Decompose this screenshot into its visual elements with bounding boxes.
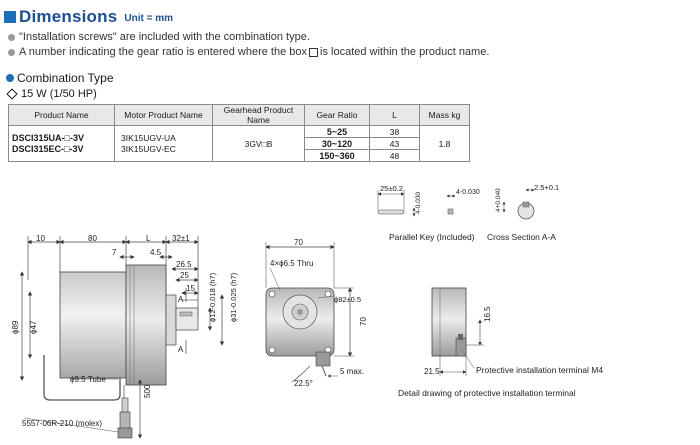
thru-holes-label: 4×ϕ6.5 Thru [270,259,314,268]
product-name-2: DSCI315EC-□-3V [12,143,84,154]
dim-7: 7 [112,248,117,257]
th-product: Product Name [9,105,115,126]
ratio-cell: 150~360 [305,150,370,162]
dim-16-5: 16.5 [483,306,492,322]
key-height: 4-0.030 [415,191,422,214]
dim-phi82: ϕ82±0.5 [334,295,362,304]
dim-10: 10 [36,234,45,243]
dim-32: 32±1 [172,234,190,243]
dim-phi12: ϕ12-0.018 (h7) [208,272,217,322]
page-title: Dimensions [19,7,118,26]
dim-phi47: ϕ47 [29,320,38,334]
note-text-1: "Installation screws" are included with the combination type. [19,31,310,43]
l-cell: 38 [370,126,420,138]
dim-phi89: ϕ89 [11,320,20,334]
l-cell: 43 [370,138,420,150]
section-groove: 2.5+0.1 [534,183,560,192]
tube-label: ϕ9.5 Tube [70,375,106,384]
key-length: 25±0.2 [380,184,403,193]
dim-l: L [146,234,151,243]
unit-label: Unit = mm [124,13,173,24]
ratio-cell: 30~120 [305,138,370,150]
parallel-key-label: Parallel Key (Included) [389,232,475,242]
motor-body [44,265,198,438]
angle-label: 22.5° [294,379,313,388]
dim-15: 15 [186,284,195,293]
cross-section-label: Cross Section A-A [487,232,556,242]
dim-70-side: 70 [359,317,368,326]
product-name-1: DSCI315UA-□-3V [12,132,84,143]
gearhead-cell: 3GV□B [213,126,305,162]
mass-cell: 1.8 [420,126,470,162]
max5-label: 5 max. [340,367,365,376]
th-motor: Motor Product Name [115,105,213,126]
th-ratio: Gear Ratio [305,105,370,126]
section-a-top: A [178,295,184,304]
th-gearhead: Gearhead Product Name [213,105,305,126]
section-a-bottom: A [178,345,184,354]
section-depth: 4+0.040 [495,188,502,212]
dim-25: 25 [180,271,189,280]
dim-80: 80 [88,234,97,243]
motor-name-1: 3IK15UGV-UA [121,132,176,143]
dim-4-5: 4.5 [150,248,162,257]
dim-70-top: 70 [294,238,303,247]
terminal-detail-caption: Detail drawing of protective installation terminal [398,388,576,398]
th-l: L [370,105,420,126]
key-width: 4-0.030 [456,189,480,196]
terminal-label: Protective installation terminal M4 [476,365,604,375]
l-cell: 48 [370,150,420,162]
note-text-2: A number indicating the gear ratio is entered where the box [19,46,308,58]
dim-phi31: ϕ31-0.025 (h7) [229,272,238,322]
power-text: 15 W (1/50 HP) [21,88,97,100]
note-text-3: is located within the product name. [320,46,490,58]
section-title: Combination Type [17,71,114,85]
th-mass: Mass kg [420,105,470,126]
motor-name-2: 3IK15UGV-EC [121,143,176,154]
dim-500: 500 [143,384,152,398]
ratio-cell: 5~25 [305,126,370,138]
terminal-detail-view [432,288,484,376]
dim-26-5: 26.5 [176,260,192,269]
connector-label: 5557-06R-210 (molex) [22,419,103,428]
dim-21-5: 21.5 [424,367,440,376]
